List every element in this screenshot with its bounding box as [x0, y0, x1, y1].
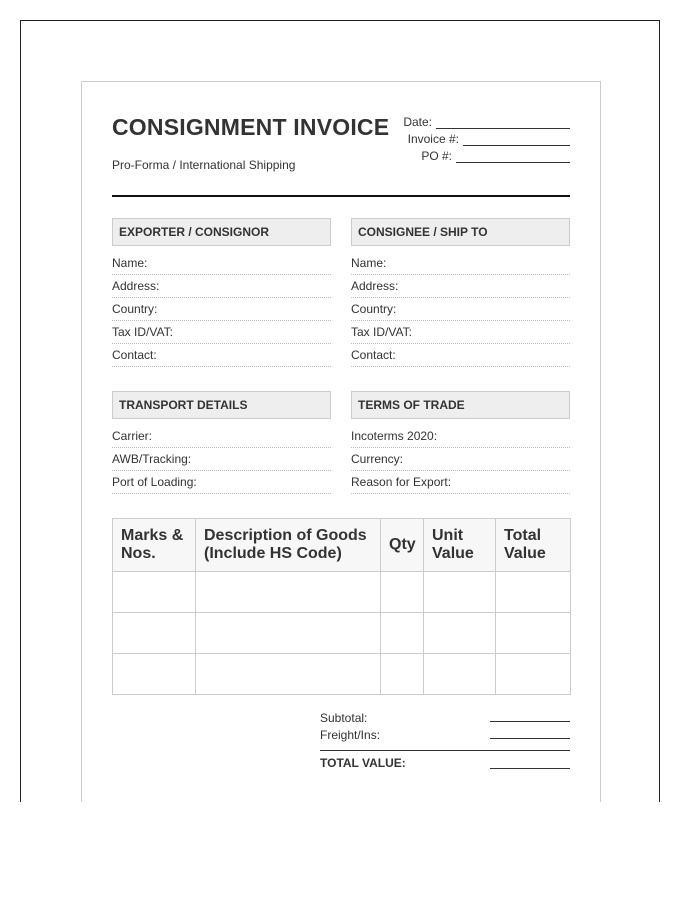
total-value-line[interactable]: [490, 768, 570, 769]
table-cell[interactable]: [424, 613, 496, 654]
consignee-heading: CONSIGNEE / SHIP TO: [351, 218, 570, 246]
col-marks-header: Marks & Nos.: [113, 519, 196, 572]
freight-label: Freight/Ins:: [320, 728, 381, 742]
terms-heading: TERMS OF TRADE: [351, 391, 570, 419]
consignee-country-field[interactable]: Country:: [351, 298, 570, 321]
consignee-address-field[interactable]: Address:: [351, 275, 570, 298]
freight-line[interactable]: [490, 738, 570, 739]
exporter-address-field[interactable]: Address:: [112, 275, 331, 298]
currency-field[interactable]: Currency:: [351, 448, 570, 471]
consignee-taxid-field[interactable]: Tax ID/VAT:: [351, 321, 570, 344]
table-cell[interactable]: [113, 654, 196, 695]
totals-block: [320, 710, 570, 772]
table-cell[interactable]: [424, 654, 496, 695]
transport-section: [112, 391, 331, 494]
table-cell[interactable]: [196, 654, 381, 695]
table-cell[interactable]: [196, 572, 381, 613]
table-cell[interactable]: [113, 572, 196, 613]
table-row: [113, 654, 571, 695]
consignee-section: [351, 218, 570, 367]
exporter-section: [112, 218, 331, 367]
exporter-country-field[interactable]: Country:: [112, 298, 331, 321]
consignee-contact-field[interactable]: Contact:: [351, 344, 570, 367]
terms-section: [351, 391, 570, 494]
col-total-value-header: Total Value: [496, 519, 571, 572]
po-number-line[interactable]: [456, 150, 570, 163]
col-unit-value-header: Unit Value: [424, 519, 496, 572]
invoice-title: CONSIGNMENT INVOICE: [112, 114, 390, 140]
col-description-header: Description of Goods (Include HS Code): [196, 519, 381, 572]
awb-tracking-field[interactable]: AWB/Tracking:: [112, 448, 331, 471]
table-cell[interactable]: [113, 613, 196, 654]
port-of-loading-field[interactable]: Port of Loading:: [112, 471, 331, 494]
exporter-heading: EXPORTER / CONSIGNOR: [112, 218, 331, 246]
table-cell[interactable]: [496, 572, 571, 613]
invoice-number-field[interactable]: [380, 129, 570, 146]
totals-divider: [320, 750, 570, 751]
subtotal-line[interactable]: [490, 721, 570, 722]
po-number-field[interactable]: [380, 146, 570, 163]
subtotal-row: [320, 710, 570, 727]
date-field[interactable]: [380, 112, 570, 129]
date-line[interactable]: [436, 116, 570, 129]
table-cell[interactable]: [381, 613, 424, 654]
exporter-name-field[interactable]: Name:: [112, 256, 331, 275]
header-divider: [112, 195, 570, 197]
table-cell[interactable]: [381, 654, 424, 695]
date-label: Date:: [403, 115, 432, 129]
table-cell[interactable]: [424, 572, 496, 613]
table-row: [113, 613, 571, 654]
po-number-label: PO #:: [421, 149, 452, 163]
table-cell[interactable]: [381, 572, 424, 613]
invoice-meta: [380, 112, 570, 163]
invoice-subtitle: Pro-Forma / International Shipping: [112, 158, 296, 172]
freight-row: [320, 727, 570, 744]
subtotal-label: Subtotal:: [320, 711, 368, 725]
exporter-contact-field[interactable]: Contact:: [112, 344, 331, 367]
table-cell[interactable]: [496, 654, 571, 695]
table-cell[interactable]: [196, 613, 381, 654]
consignee-name-field[interactable]: Name:: [351, 256, 570, 275]
total-value-row: [320, 755, 570, 772]
goods-table: [112, 518, 571, 695]
transport-heading: TRANSPORT DETAILS: [112, 391, 331, 419]
invoice-number-label: Invoice #:: [407, 132, 459, 146]
exporter-taxid-field[interactable]: Tax ID/VAT:: [112, 321, 331, 344]
col-qty-header: Qty: [381, 519, 424, 572]
total-value-label: TOTAL VALUE:: [320, 756, 406, 770]
incoterms-field[interactable]: Incoterms 2020:: [351, 429, 570, 448]
table-cell[interactable]: [496, 613, 571, 654]
carrier-field[interactable]: Carrier:: [112, 429, 331, 448]
invoice-number-line[interactable]: [463, 133, 570, 146]
table-row: [113, 572, 571, 613]
goods-table-header: [113, 519, 571, 572]
reason-for-export-field[interactable]: Reason for Export:: [351, 471, 570, 494]
